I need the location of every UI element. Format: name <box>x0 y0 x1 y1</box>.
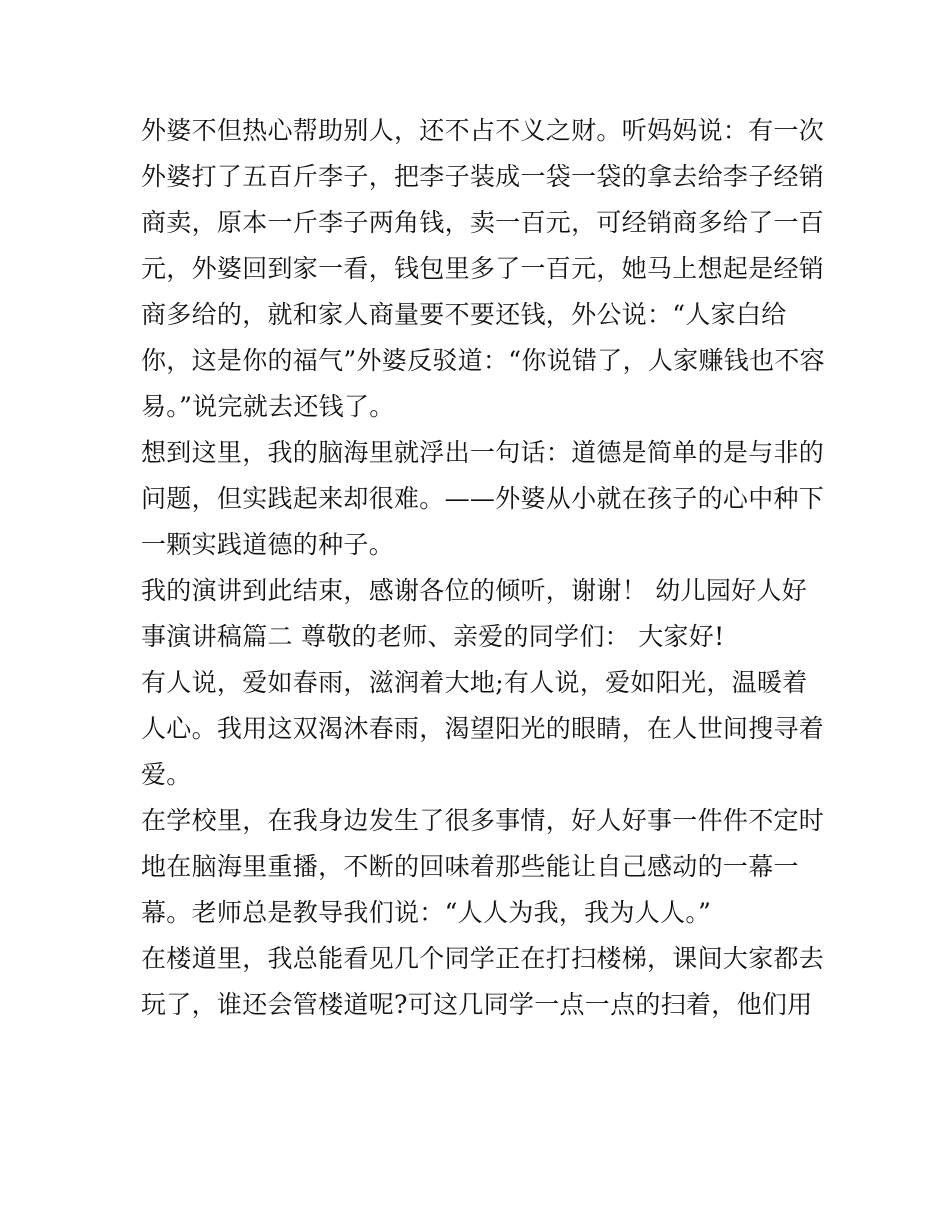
text-line: 事演讲稿篇二 尊敬的老师、亲爱的同学们： 大家好! <box>141 622 725 651</box>
text-line: 我的演讲到此结束，感谢各位的倾听，谢谢！ 幼儿园好人好 <box>141 576 808 605</box>
text-line: 你，这是你的福气”外婆反驳道：“你说错了，人家赚钱也不容 <box>141 346 825 375</box>
text-line: 商卖，原本一斤李子两角钱，卖一百元，可经销商多给了一百 <box>141 208 825 237</box>
text-line: 元，外婆回到家一看，钱包里多了一百元，她马上想起是经销 <box>141 254 825 283</box>
text-line: 问题，但实践起来却很难。——外婆从小就在孩子的心中种下 <box>141 484 825 513</box>
text-line: 易。”说完就去还钱了。 <box>141 392 395 421</box>
text-line: 一颗实践道德的种子。 <box>141 530 395 559</box>
text-line: 外婆打了五百斤李子，把李子装成一袋一袋的拿去给李子经销 <box>141 162 825 191</box>
text-line: 幕。老师总是教导我们说：“人人为我，我为人人。” <box>141 898 712 927</box>
text-line: 有人说，爱如春雨，滋润着大地;有人说，爱如阳光，温暖着 <box>141 668 808 697</box>
text-line: 玩了，谁还会管楼道呢?可这几同学一点一点的扫着，他们用 <box>141 990 813 1019</box>
body-text <box>141 108 825 1028</box>
text-line: 在学校里，在我身边发生了很多事情，好人好事一件件不定时 <box>141 806 825 835</box>
text-line: 外婆不但热心帮助别人，还不占不义之财。听妈妈说：有一次 <box>141 116 825 145</box>
text-line: 在楼道里，我总能看见几个同学正在打扫楼梯，课间大家都去 <box>141 944 825 973</box>
text-line: 想到这里，我的脑海里就浮出一句话：道德是简单的是与非的 <box>141 438 825 467</box>
text-line: 爱。 <box>141 760 192 789</box>
text-line: 地在脑海里重播，不断的回味着那些能让自己感动的一幕一 <box>141 852 799 881</box>
text-line: 商多给的，就和家人商量要不要还钱，外公说：“人家白给 <box>141 300 787 329</box>
text-line: 人心。我用这双渴沐春雨，渴望阳光的眼睛，在人世间搜寻着 <box>141 714 825 743</box>
